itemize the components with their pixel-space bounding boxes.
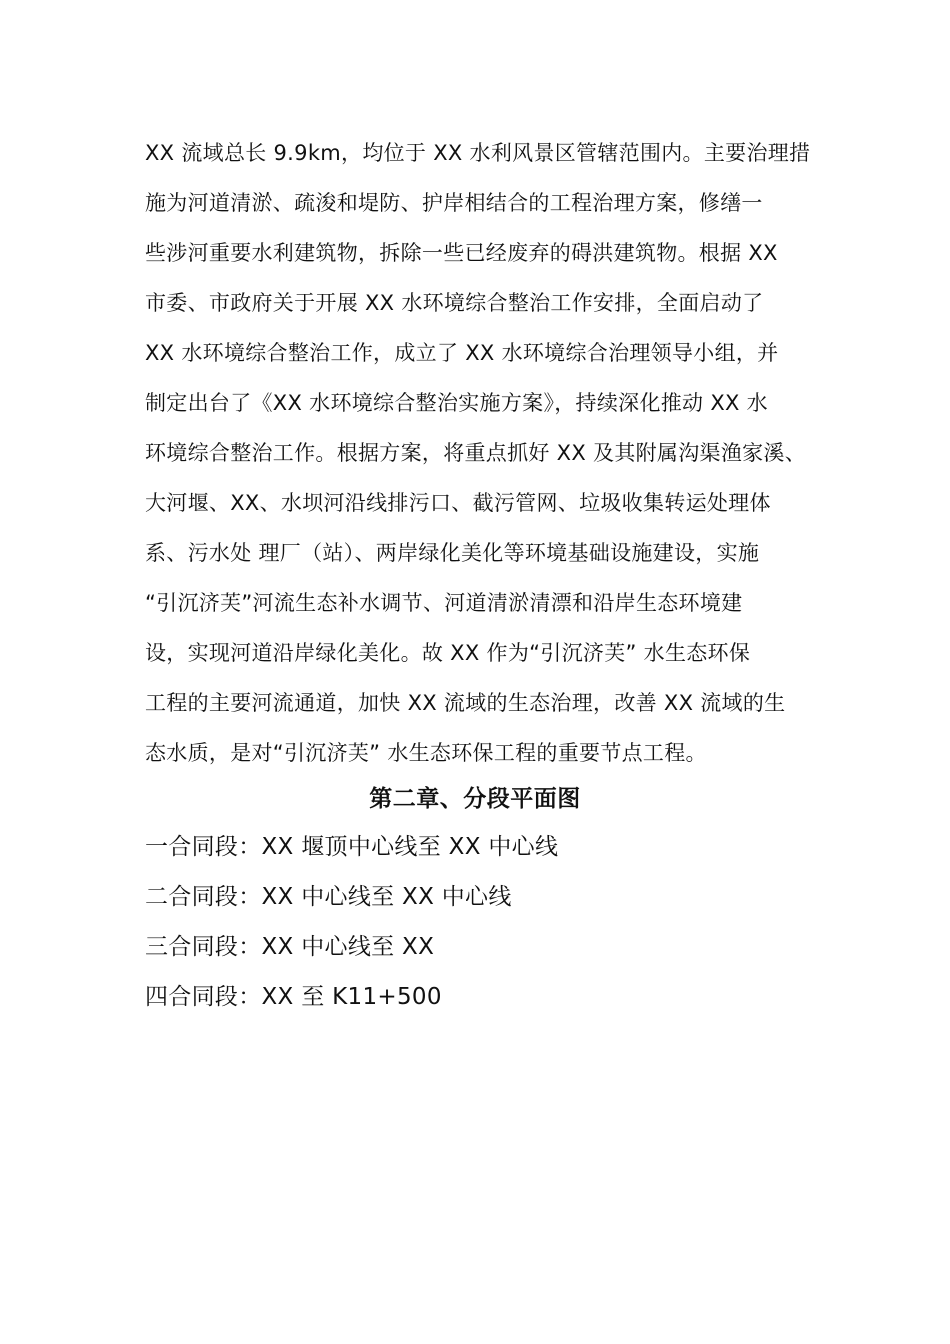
chapter-heading: 第二章、分段平面图 (369, 786, 581, 812)
paragraph-line: 些涉河重要水利建筑物，拆除一些已经废弃的碍洪建筑物。根据 XX (145, 241, 778, 265)
paragraph-line: 施为河道清淤、疏浚和堤防、护岸相结合的工程治理方案，修缮一 (145, 191, 763, 215)
segment-item-3: 三合同段：XX 中心线至 XX (145, 934, 435, 960)
paragraph-line: “引沉济芙”河流生态补水调节、河道清淤清漂和沿岸生态环境建 (145, 591, 743, 615)
paragraph-line: XX 水环境综合整治工作，成立了 XX 水环境综合治理领导小组，并 (145, 341, 779, 365)
paragraph-line: 设，实现河道沿岸绿化美化。故 XX 作为“引沉济芙” 水生态环保 (145, 641, 751, 665)
paragraph-line: 工程的主要河流通道，加快 XX 流域的生态治理，改善 XX 流域的生 (145, 691, 786, 715)
paragraph-line: 态水质，是对“引沉济芙” 水生态环保工程的重要节点工程。 (145, 741, 707, 765)
paragraph-line: XX 流域总长 9.9km，均位于 XX 水利风景区管辖范围内。主要治理措 (145, 141, 811, 165)
paragraph-line: 制定出台了《XX 水环境综合整治实施方案》，持续深化推动 XX 水 (145, 391, 768, 415)
segment-item-4: 四合同段：XX 至 K11+500 (145, 984, 442, 1010)
paragraph-line: 市委、市政府关于开展 XX 水环境综合整治工作安排，全面启动了 (145, 291, 764, 315)
segment-list (145, 822, 835, 1022)
paragraph-line: 环境综合整治工作。根据方案，将重点抓好 XX 及其附属沟渠渔家溪、 (145, 441, 807, 465)
body-paragraph (145, 128, 835, 778)
segment-item-2: 二合同段：XX 中心线至 XX 中心线 (145, 884, 512, 910)
paragraph-line: 大河堰、XX、水坝河沿线排污口、截污管网、垃圾收集转运处理体 (145, 491, 771, 515)
segment-item-1: 一合同段：XX 堰顶中心线至 XX 中心线 (145, 834, 559, 860)
paragraph-line: 系、污水处 理厂（站）、两岸绿化美化等环境基础设施建设，实施 (145, 541, 760, 565)
